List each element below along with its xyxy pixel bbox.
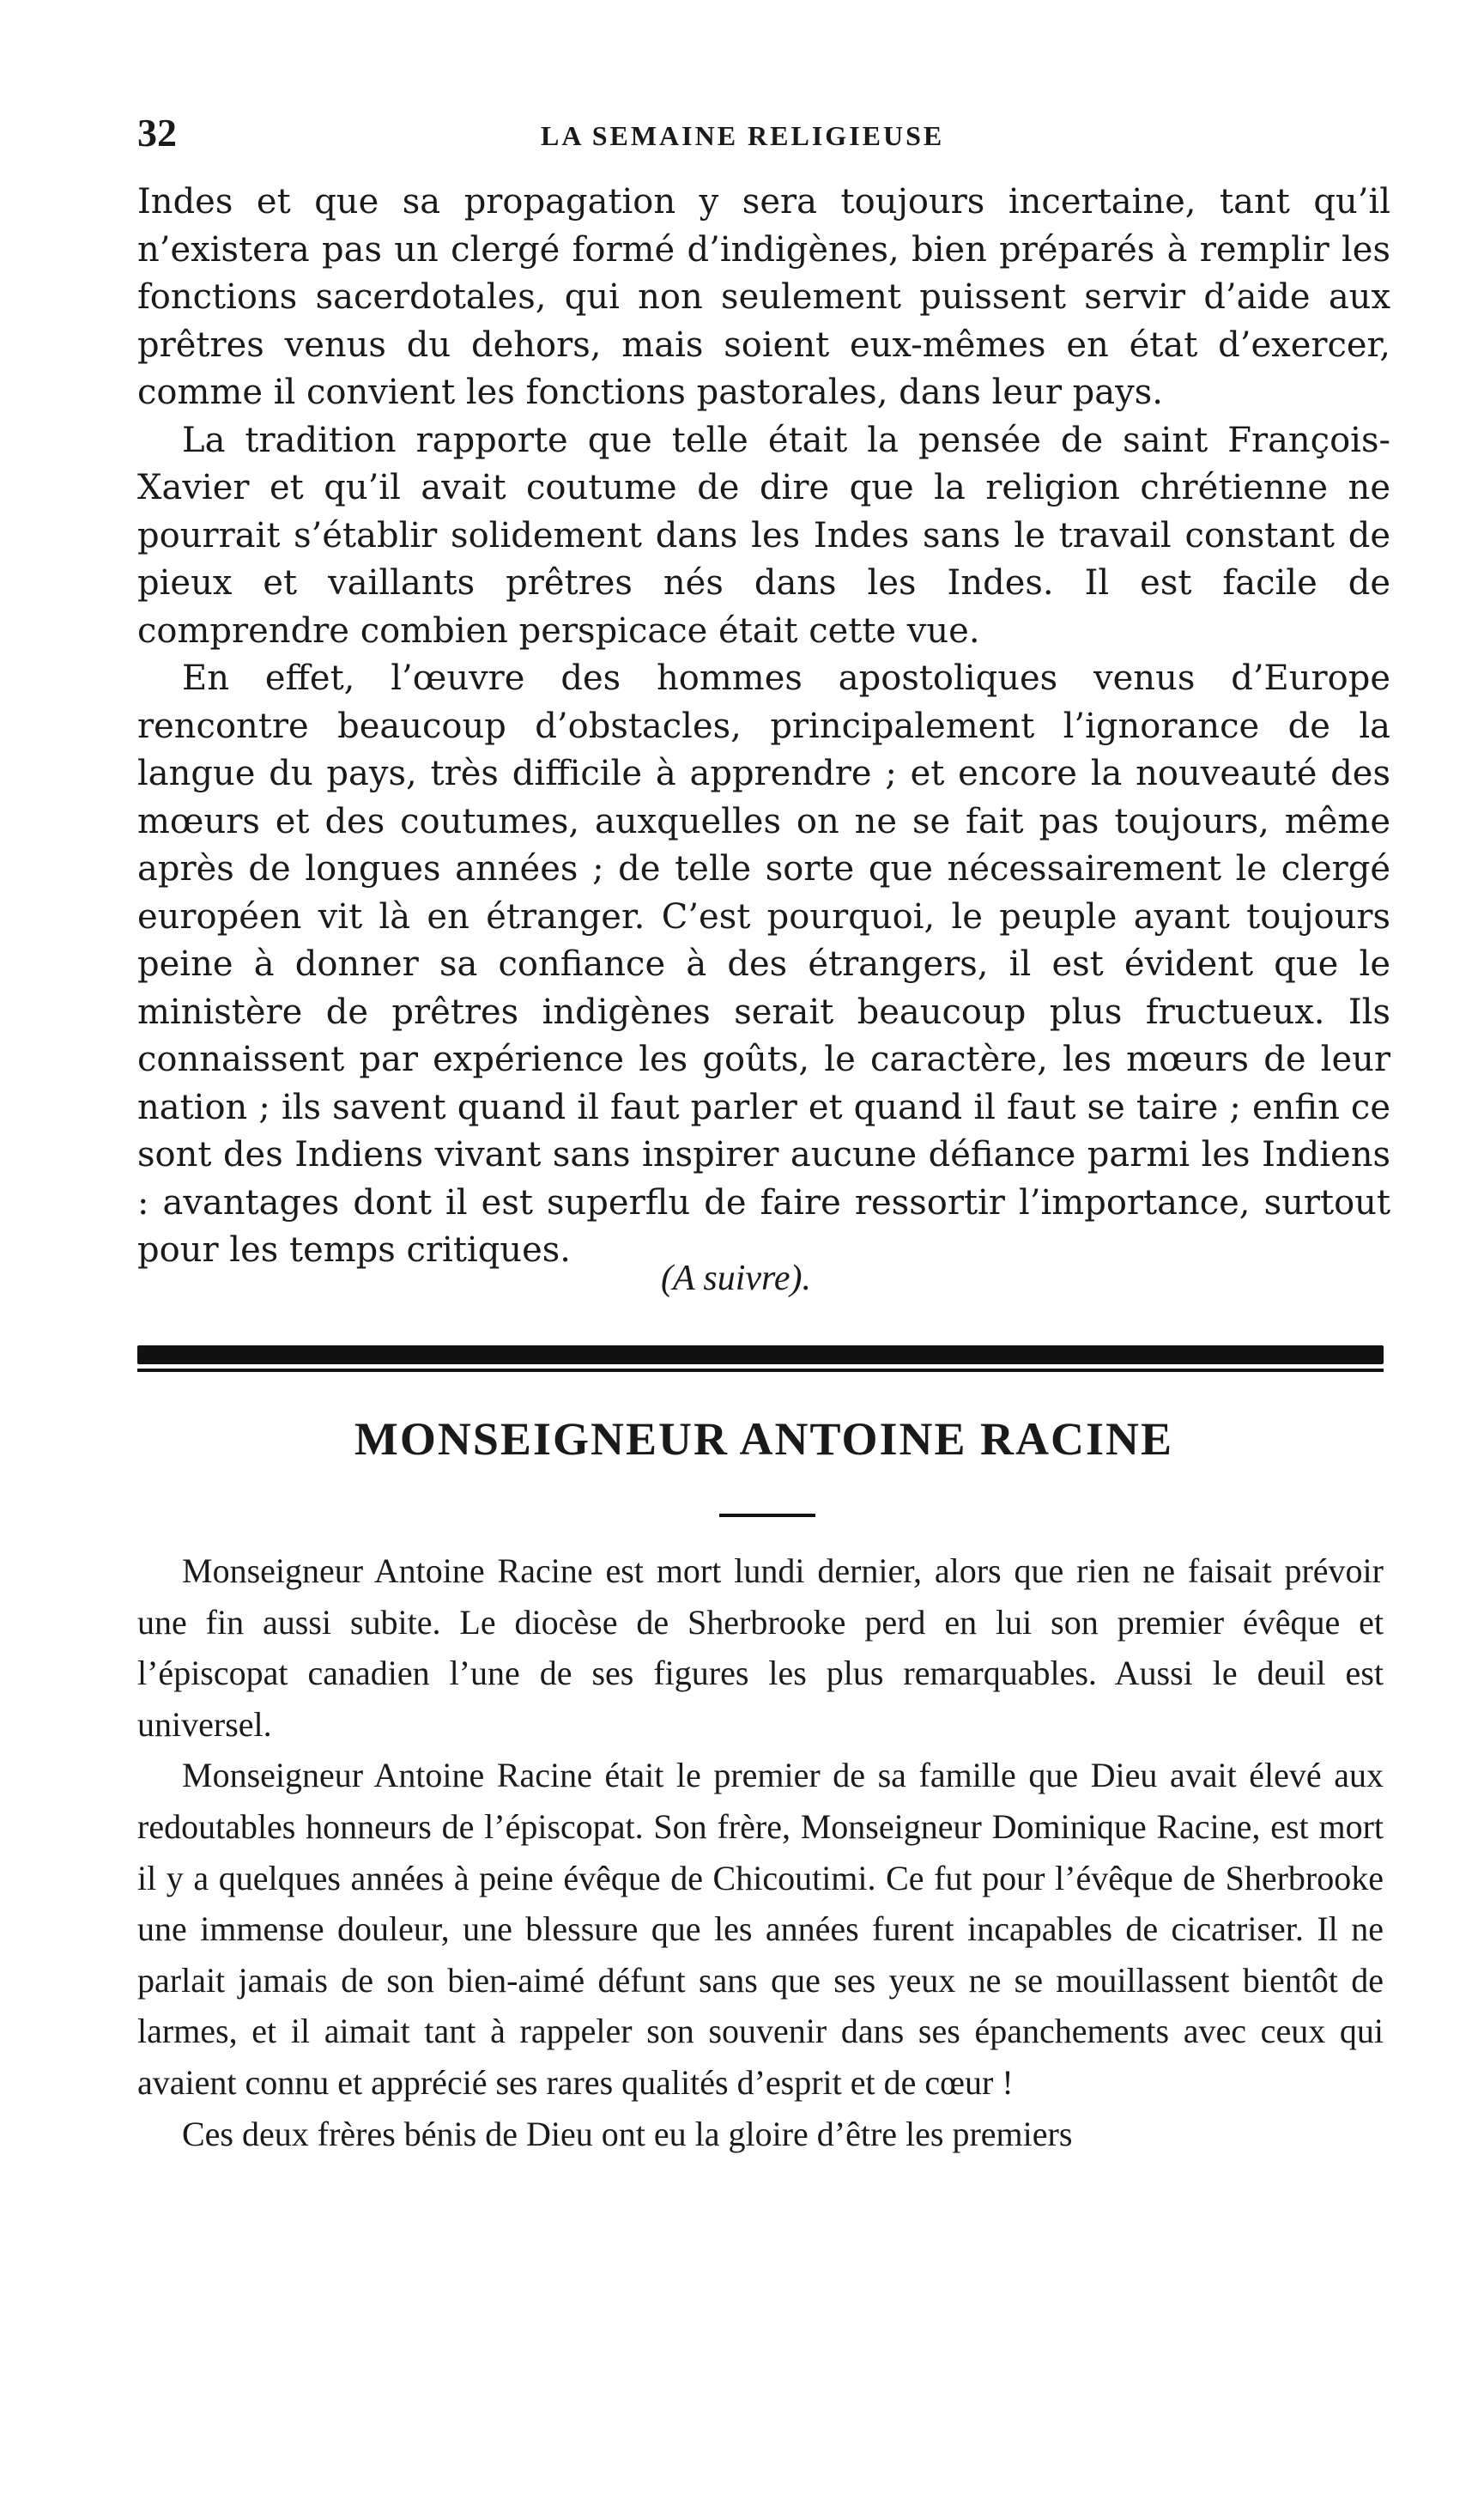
section-divider-thin (137, 1369, 1384, 1372)
article-title: MONSEIGNEUR ANTOINE RACINE (354, 1413, 1174, 1465)
paragraph: Monseigneur Antoine Racine était le premier de sa famille que Dieu avait élevé aux redoutables honneurs de l’épiscopat. Son frère, Monseigneur Dominique Racine, est mort il y a quelques années à peine évêque de Chicoutimi. Ce fut pour l’évêque de Sherbrooke une immense douleur, une blessure que les années furent incapables de cicatriser. Il ne parlait jamais de son bien-aimé défunt sans que ses yeux ne se mouillassent bientôt de larmes, et il aimait tant à rappeler son souvenir dans ses épanchements avec ceux qui avaient connu et apprécié ses rares qualités d’esprit et de cœur ! (137, 1756, 1384, 2102)
continued-article (137, 179, 1390, 1275)
paragraph: En effet, l’œuvre des hommes apostoliques venus d’Europe rencontre beaucoup d’obstacles, principalement l’ignorance de la langue du pays, très difficile à apprendre ; et encore la nouveauté des mœurs et des coutumes, auxquelles on ne se fait pas toujours, même après de longues années ; de telle sorte que nécessairement le clergé européen vit là en étranger. C’est pourquoi, le peuple ayant toujours peine à donner sa confiance à des étrangers, il est évident que le ministère de prêtres indigènes serait beaucoup plus fructueux. Ils connaissent par expérience les goûts, le caractère, les mœurs de leur nation ; ils savent quand il faut parler et quand il faut se taire ; enfin ce sont des Indiens vivant sans inspirer aucune défiance parmi les Indiens : avantages dont il est superflu de faire ressortir l’importance, surtout pour les temps critiques. (137, 659, 1390, 1270)
paragraph: Ces deux frères bénis de Dieu ont eu la gloire d’être les premiers (182, 2114, 1073, 2153)
running-head: LA SEMAINE RELIGIEUSE (541, 120, 945, 151)
title-dash (719, 1514, 815, 1517)
paragraph: La tradition rapporte que telle était la pensée de saint François-Xavier et qu’il avait coutume de dire que la religion chrétienne ne pourrait s’établir solidement dans les Indes sans le travail constant de pieux et vaillants prêtres nés dans les Indes. Il est facile de comprendre combien perspicace était cette vue. (137, 420, 1390, 651)
page-header (137, 110, 1373, 161)
paragraph: Monseigneur Antoine Racine est mort lundi dernier, alors que rien ne faisait prévoir une fin aussi subite. Le diocèse de Sherbrooke perd en lui son premier évêque et l’épiscopat canadien l’une de ses figures les plus remarquables. Aussi le deuil est universel. (137, 1551, 1384, 1744)
page-number: 32 (137, 111, 177, 155)
new-article (137, 1545, 1384, 2159)
paragraph: Indes et que sa propagation y sera toujours incertaine, tant qu’il n’existera pas un clergé formé d’indigènes, bien préparés à remplir les fonctions sacerdotales, qui non seulement puissent servir d’aide aux prêtres venus du dehors, mais soient eux-mêmes en état d’exercer, comme il convient les fonctions pastorales, dans leur pays. (137, 182, 1390, 412)
to-be-continued-note: (A suivre). (661, 1259, 811, 1298)
section-divider-thick (137, 1345, 1384, 1364)
